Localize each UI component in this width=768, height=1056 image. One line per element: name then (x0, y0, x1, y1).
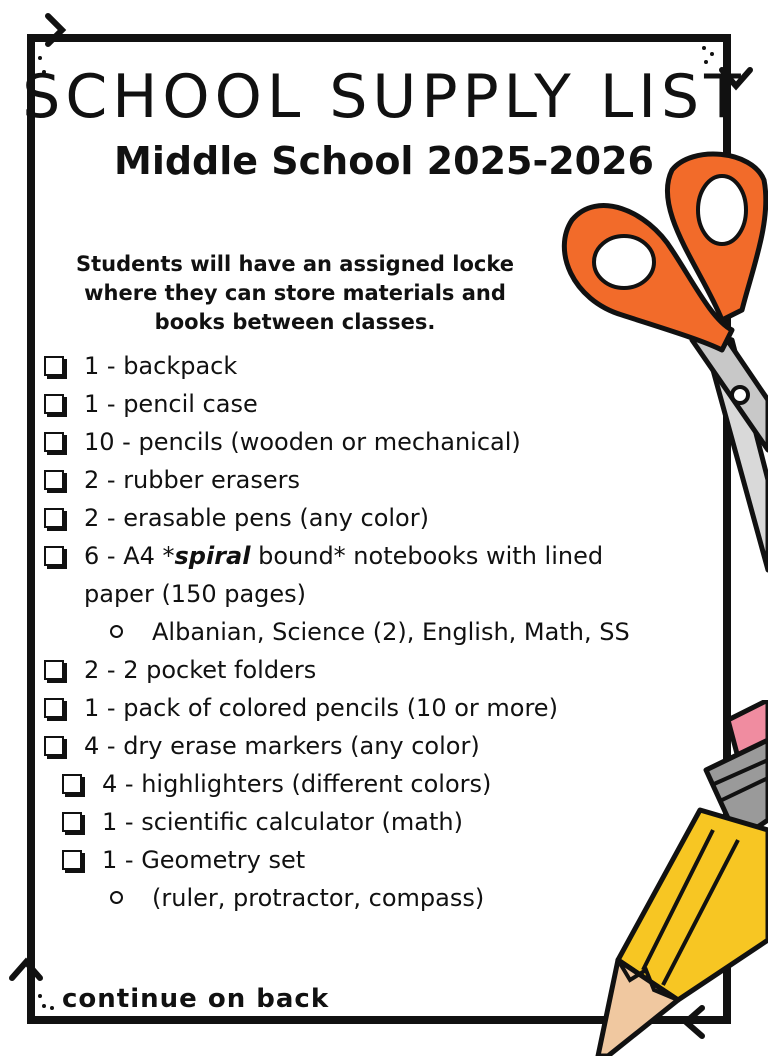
bullet-circle-icon (110, 891, 123, 904)
intro-line: books between classes. (154, 310, 436, 334)
checkbox-icon[interactable] (44, 508, 64, 528)
intro-line: where they can store materials and (84, 281, 506, 305)
supply-item (40, 423, 720, 461)
supply-subitem (40, 879, 720, 917)
supply-item-label: 4 - dry erase markers (any color) (84, 732, 480, 760)
supply-subitem (40, 613, 720, 651)
supply-item-label: 1 - Geometry set (102, 846, 306, 874)
corner-arrow-bottom-left-icon (6, 950, 46, 990)
supply-list (40, 347, 720, 917)
supply-item-label: 1 - scientific calculator (math) (102, 808, 463, 836)
checkbox-icon[interactable] (44, 470, 64, 490)
checkbox-icon[interactable] (62, 850, 82, 870)
continue-on-back-note: continue on back (62, 984, 330, 1014)
supply-item-label: 4 - highlighters (different colors) (102, 770, 492, 798)
checkbox-icon[interactable] (44, 356, 64, 376)
intro-text (45, 250, 545, 337)
notebook-suffix: bound* notebooks with lined (250, 542, 604, 570)
supply-subitem-label: (ruler, protractor, compass) (152, 884, 485, 912)
checkbox-icon[interactable] (62, 812, 82, 832)
intro-line: Students will have an assigned locke (76, 252, 514, 276)
checkbox-icon[interactable] (44, 736, 64, 756)
supply-item-label: 1 - pack of colored pencils (10 or more) (84, 694, 558, 722)
supply-subitem-label: Albanian, Science (2), English, Math, SS (152, 618, 630, 646)
supply-item-label: 2 - rubber erasers (84, 466, 300, 494)
supply-item (40, 841, 720, 879)
page-title: SCHOOL SUPPLY LIST (22, 62, 746, 132)
supply-item (40, 727, 720, 765)
supply-item-label: 1 - backpack (84, 352, 238, 380)
notebook-emphasis: spiral (174, 542, 251, 570)
supply-item (40, 461, 720, 499)
supply-item (40, 689, 720, 727)
checkbox-icon[interactable] (44, 660, 64, 680)
supply-item (40, 537, 720, 613)
supply-item (40, 347, 720, 385)
supply-item (40, 765, 720, 803)
supply-item (40, 385, 720, 423)
supply-item-continuation: paper (150 pages) (84, 580, 307, 608)
supply-item-label: 1 - pencil case (84, 390, 258, 418)
supply-item-label (84, 542, 603, 570)
checkbox-icon[interactable] (44, 394, 64, 414)
checkbox-icon[interactable] (62, 774, 82, 794)
bullet-circle-icon (110, 625, 123, 638)
checkbox-icon[interactable] (44, 698, 64, 718)
supply-item-label: 10 - pencils (wooden or mechanical) (84, 428, 521, 456)
supply-item (40, 651, 720, 689)
supply-item (40, 803, 720, 841)
page-subtitle: Middle School 2025-2026 (114, 139, 654, 183)
supply-item-label: 2 - 2 pocket folders (84, 656, 317, 684)
supply-item-label: 2 - erasable pens (any color) (84, 504, 429, 532)
notebook-prefix: 6 - A4 * (84, 542, 175, 570)
checkbox-icon[interactable] (44, 546, 64, 566)
supply-item (40, 499, 720, 537)
decor-dots-icon (34, 990, 58, 1014)
checkbox-icon[interactable] (44, 432, 64, 452)
